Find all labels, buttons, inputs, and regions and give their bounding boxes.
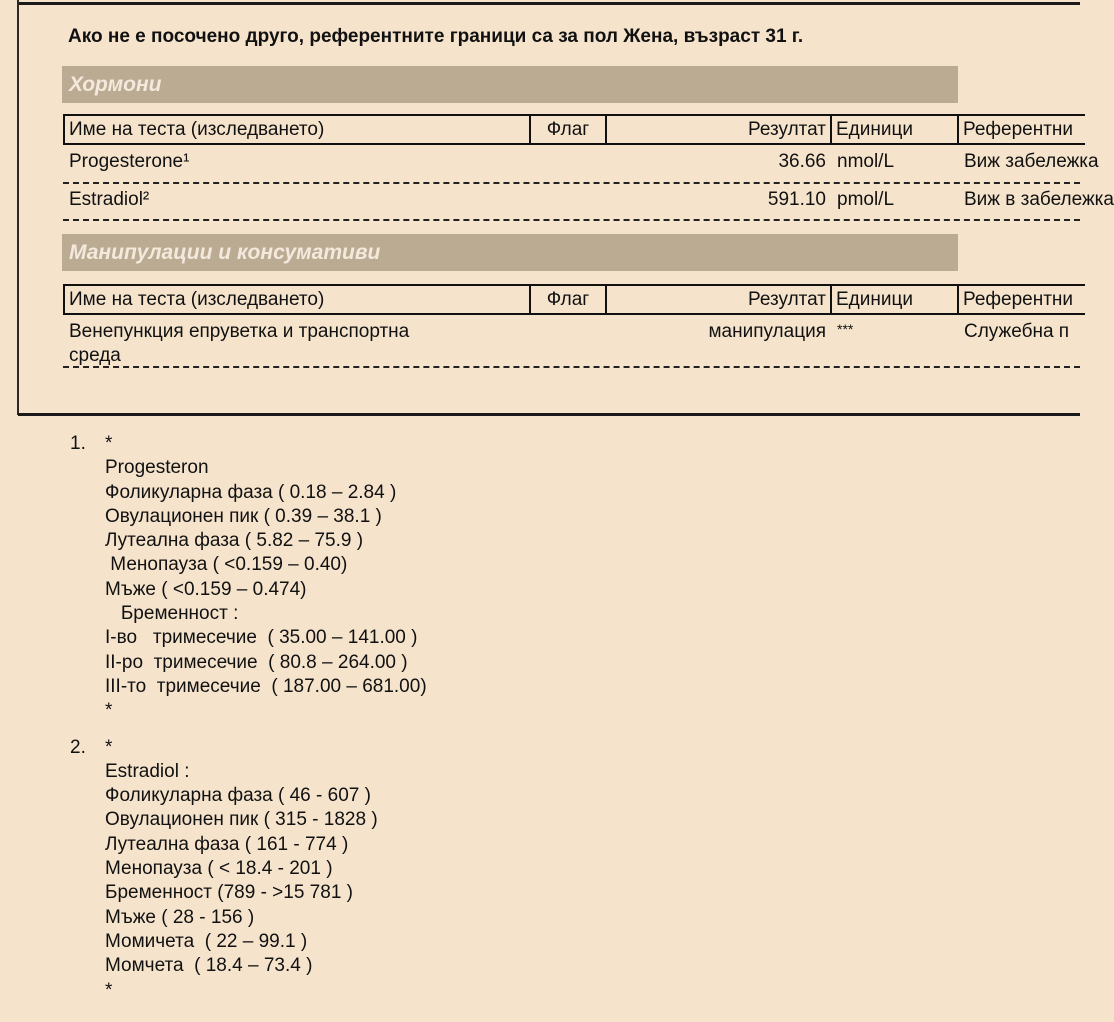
footnote-line: Овулационен пик ( 0.39 – 38.1 )	[105, 505, 382, 527]
footnote-line: Лутеална фаза ( 5.82 – 75.9 )	[105, 530, 364, 552]
footnote-line: Фоликуларна фаза ( 46 - 607 )	[105, 785, 371, 807]
test-name: Progesterone¹	[69, 151, 190, 172]
footnote-number: 1.	[70, 433, 86, 454]
col-ref: Референтни	[957, 116, 1097, 143]
test-units: pmol/L	[837, 189, 895, 210]
footnote-number: 2.	[70, 736, 86, 758]
col-ref: Референтни	[957, 286, 1097, 313]
footnote-line: Фоликуларна фаза ( 0.18 – 2.84 )	[105, 481, 397, 503]
footnote-line: II-ро тримесечие ( 80.8 – 264.00 )	[105, 651, 408, 673]
footnote-line: Момчета ( 18.4 – 73.4 )	[105, 955, 313, 977]
test-units: ***	[837, 321, 854, 337]
footnote-line: Лутеална фаза ( 161 - 774 )	[105, 833, 349, 855]
footnote	[70, 736, 427, 1003]
footnote-line: Бременност :	[105, 603, 239, 625]
section-header-hormones: Хормони	[62, 66, 958, 103]
bottom-rule	[18, 413, 1080, 416]
footnote-line: Мъже ( 28 - 156 )	[105, 906, 255, 928]
test-name: Estradiol²	[69, 189, 150, 210]
section-header-manipulations: Манипулации и консумативи	[62, 234, 958, 271]
table-header	[63, 114, 1085, 145]
left-border	[17, 0, 19, 415]
row-divider	[63, 219, 1080, 221]
footnote-line: Момичета ( 22 – 99.1 )	[105, 930, 308, 952]
footnote-line: *	[105, 736, 113, 758]
intro-text: Ако не е посочено друго, референтните граници са за пол Жена, възраст 31 г.	[68, 26, 804, 47]
footnote-line: *	[105, 979, 113, 1001]
row-divider	[63, 182, 1080, 184]
footnote-line: Progesteron	[105, 457, 209, 479]
footnote-line: Овулационен пик ( 315 - 1828 )	[105, 809, 378, 831]
col-units: Единици	[830, 286, 957, 313]
test-ref: Служебна п	[964, 321, 1070, 342]
test-result: 591.10	[767, 189, 826, 210]
col-result: Резултат	[605, 116, 830, 143]
footnote-line: Мъже ( <0.159 – 0.474)	[105, 578, 307, 600]
test-ref: Виж в забележка	[964, 189, 1114, 210]
col-flag: Флаг	[529, 116, 605, 143]
top-rule	[18, 2, 1080, 5]
footnote-line: *	[105, 700, 113, 722]
footnote-line: *	[105, 433, 113, 454]
footnote-line: Estradiol :	[105, 760, 190, 782]
col-result: Резултат	[605, 286, 830, 313]
test-result: манипулация	[708, 321, 826, 342]
footnote	[70, 432, 427, 724]
test-units: nmol/L	[837, 151, 895, 172]
test-name: Венепункция епруветка и транспортна	[69, 321, 410, 342]
col-units: Единици	[830, 116, 957, 143]
footnote-line: I-во тримесечие ( 35.00 – 141.00 )	[105, 627, 418, 649]
row-divider	[63, 366, 1080, 368]
footnote-line: Менопауза ( <0.159 – 0.40)	[105, 554, 348, 576]
table-header	[63, 284, 1085, 315]
col-flag: Флаг	[529, 286, 605, 313]
test-ref: Виж забележка	[964, 151, 1099, 172]
footnote-line: Менопауза ( < 18.4 - 201 )	[105, 858, 333, 880]
footnote-line: Бременност (789 - >15 781 )	[105, 882, 353, 904]
test-result: 36.66	[778, 151, 826, 172]
col-name: Име на теста (изследването)	[63, 116, 529, 143]
footnote-line: III-то тримесечие ( 187.00 – 681.00)	[105, 675, 427, 697]
test-name-cont: среда	[69, 345, 121, 366]
footnotes	[70, 432, 427, 1003]
col-name: Име на теста (изследването)	[63, 286, 529, 313]
